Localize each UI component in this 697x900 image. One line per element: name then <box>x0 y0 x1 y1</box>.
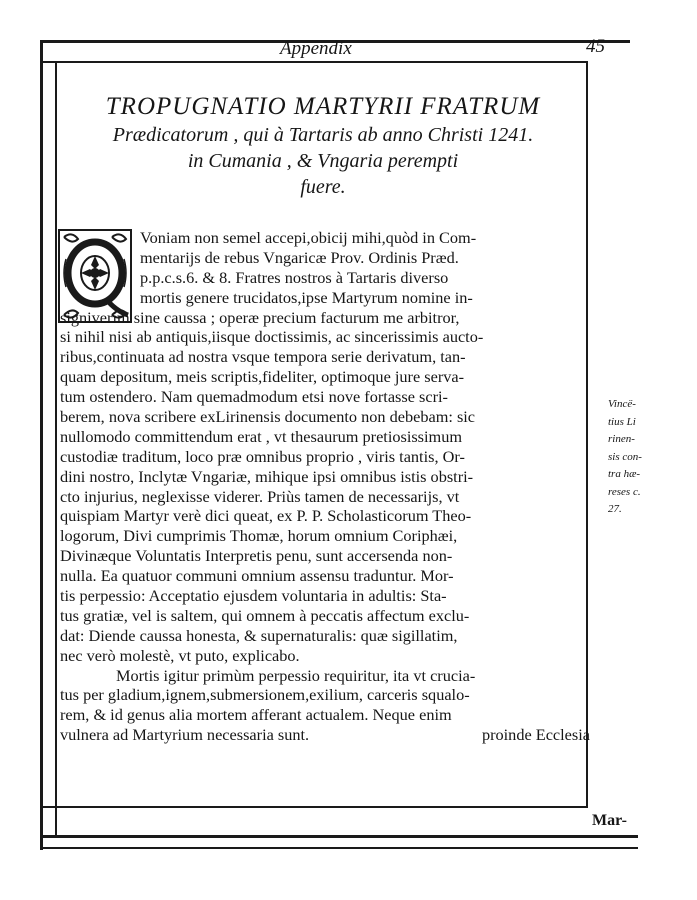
title-line-2: Prædicatorum , qui à Tartaris ab anno Christi 1241. <box>112 124 534 146</box>
margin-note-line: Vincë- <box>608 398 636 410</box>
text-line: nulla. Ea quatuor communi omnium assensu traduntur. Mor- <box>60 566 454 586</box>
chapter-title <box>60 92 586 200</box>
margin-note-line: 27. <box>608 503 622 515</box>
running-head: Appendix <box>280 38 352 59</box>
title-line-4: fuere. <box>300 176 346 198</box>
margin-note <box>608 396 688 519</box>
text-line: quispiam Martyr verè dici queat, ex P. P. Scholasticorum Theo- <box>60 506 472 526</box>
text-line: ribus,continuata ad nostra vsque tempora serie derivatum, tan- <box>60 347 466 367</box>
text-line: Voniam non semel accepi,obicij mihi,quòd in Com- <box>140 228 477 247</box>
margin-note-line: tius Li <box>608 415 636 428</box>
margin-note-line: tra hæ- <box>608 468 641 480</box>
text-line: tus gratiæ, vel is saltem, qui omnem à peccatis affectum exclu- <box>60 605 470 625</box>
frame-rule-bottom-inner <box>40 806 588 808</box>
text-line: logorum, Divi cumprimis Thomæ, horum omnium Coriphæi, <box>60 526 458 546</box>
text-line: berem, nova scribere exLirinensis documento non debebam: sic <box>60 407 476 427</box>
frame-rule-bottom <box>40 835 638 838</box>
text-line: nullomodo committendum erat , vt thesaurum pretiosissimum <box>60 426 463 446</box>
last-line-start: vulnera ad Martyrium necessaria sunt. <box>60 725 310 745</box>
frame-rule-bottom-outer <box>40 847 638 849</box>
margin-note-line: rinen- <box>608 433 635 445</box>
text-line: nec verò molestè, vt puto, explicabo. <box>60 645 300 665</box>
title-line-1: TROPUGNATIO MARTYRII FRATRUM <box>105 93 541 120</box>
frame-rule-header <box>40 61 588 63</box>
text-line: rem, & id genus alia mortem afferant actualem. Neque enim <box>60 705 452 725</box>
text-line: Divinæque Voluntatis Interpretis penu, sunt accersenda non- <box>60 546 453 566</box>
text-line: tum ostendero. Nam quemadmodum etsi nove fortasse scri- <box>60 387 448 407</box>
text-line-last <box>60 725 590 745</box>
text-line: Mortis igitur primùm perpessio requiritur, ita vt crucia- <box>116 665 476 685</box>
text-line: si nihil nisi ab antiquis,iisque doctissimis, ac sincerissimis aucto- <box>60 327 484 347</box>
last-line-end: proinde Ecclesia <box>481 725 590 745</box>
page-number: 45 <box>586 36 605 57</box>
margin-note-line: reses c. <box>608 485 641 498</box>
frame-rule-left-outer <box>40 40 43 850</box>
text-line: dini nostro, Inclytæ Vngariæ, mihique ipsi omnibus istis obstri- <box>60 466 474 486</box>
title-line-3: in Cumania , & Vngaria perempti <box>187 150 459 172</box>
text-line: signiverim sine caussa ; operæ precium facturum me arbitror, <box>60 307 460 327</box>
frame-rule-left-inner <box>55 61 57 837</box>
text-line: tus per gladium,ignem,submersionem,exilium, carceris squalo- <box>60 685 470 705</box>
text-line: mortis genere trucidatos,ipse Martyrum nomine in- <box>140 287 473 307</box>
text-line: quam depositum, meis scriptis,fideliter, optimoque jure serva- <box>60 367 465 387</box>
body-text <box>60 228 590 745</box>
text-line: mentarijs de rebus Vngaricæ Prov. Ordinis Præd. <box>140 247 459 267</box>
text-line: p.p.c.s.6. & 8. Fratres nostros à Tartaris diverso <box>140 267 449 287</box>
text-line: custodiæ traditum, loco præ omnibus proprio , viris tantis, Or- <box>60 446 465 466</box>
text-line: tis perpessio: Acceptatio ejusdem voluntaria in adultis: Sta- <box>60 586 447 606</box>
margin-note-line: sis con- <box>608 450 642 463</box>
text-line: dat: Diende caussa honesta, & supernaturalis: quæ sigillatim, <box>60 625 458 645</box>
catchword: Mar- <box>592 812 627 829</box>
text-line: cto injurius, neglexisse viderer. Priùs tamen de necessarijs, vt <box>60 486 460 506</box>
